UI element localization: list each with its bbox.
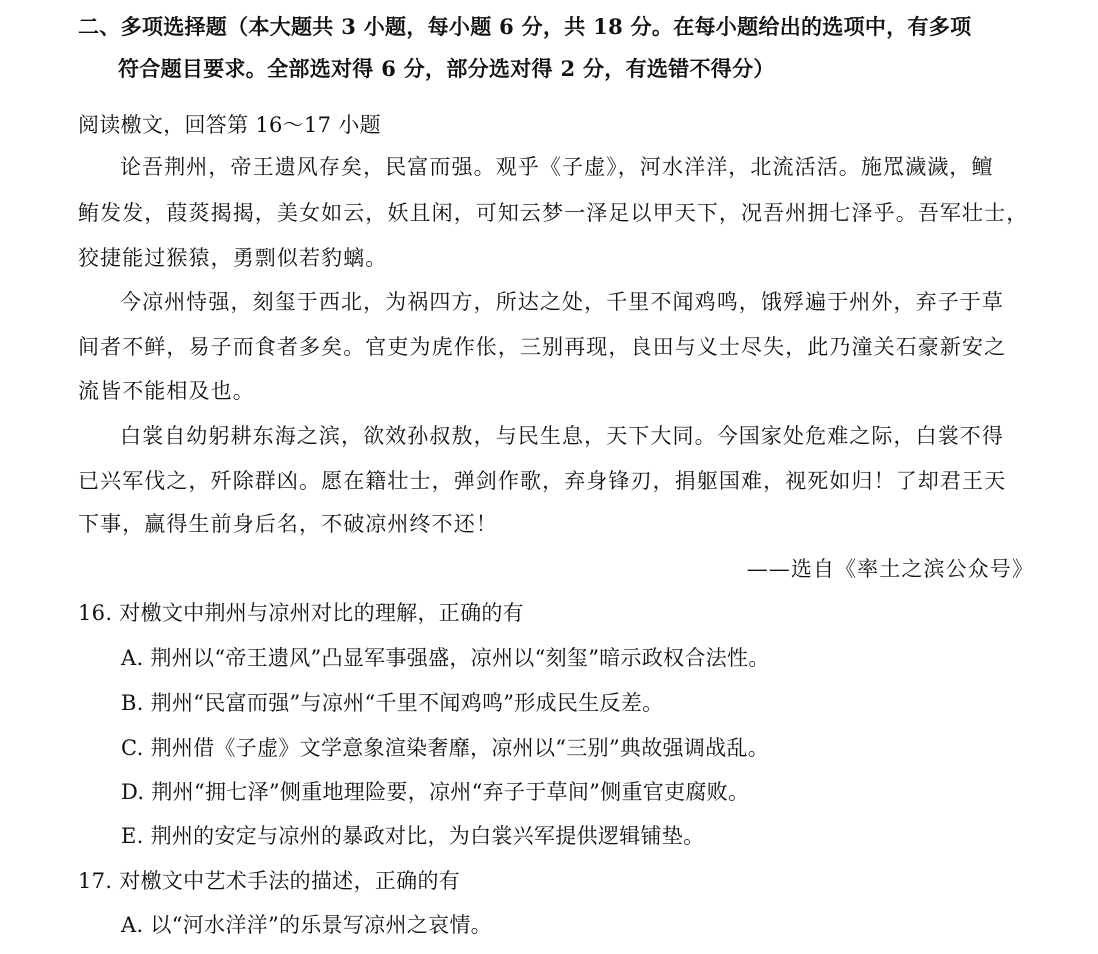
passage-p2-line-2: 间者不鲜，易子而食者多矣。官吏为虎作伥，三别再现，良田与义士尽失，此乃潼关石豪新安之 [78, 335, 1007, 359]
question-17-option-a: A. 以“河水洋洋”的乐景写凉州之哀情。 [121, 913, 492, 937]
passage-p3-line-3: 下事，赢得生前身后名，不破凉州终不还！ [78, 512, 498, 536]
question-16-option-c: C. 荆州借《子虚》文学意象渲染奢靡，凉州以“三别”典故强调战乱。 [121, 736, 770, 760]
passage-p1-line-2: 鲔发发，葭菼揭揭，美女如云，妖且闲，可知云梦一泽足以甲天下，况吾州拥七泽乎。吾军壮士， [78, 201, 1029, 225]
section-heading-line-1: 二、多项选择题（本大题共 3 小题，每小题 6 分，共 18 分。在每小题给出的选项中，有多项 [78, 14, 972, 39]
passage-p3-line-2: 已兴军伐之，歼除群凶。愿在籍壮士，弹剑作歌，弃身锋刃，捐躯国难，视死如归！了却君王天 [78, 469, 1007, 493]
question-16-option-e: E. 荆州的安定与凉州的暴政对比，为白裳兴军提供逻辑铺垫。 [121, 824, 705, 848]
question-17-stem: 17. 对檄文中艺术手法的描述，正确的有 [78, 869, 461, 893]
passage-p3-line-1: 白裳自幼躬耕东海之滨，欲效孙叔敖，与民生息，天下大同。今国家处危难之际，白裳不得 [120, 424, 1004, 448]
passage-p2-line-3: 流皆不能相及也。 [78, 379, 255, 403]
question-16-option-a: A. 荆州以“帝王遗风”凸显军事强盛，凉州以“刻玺”暗示政权合法性。 [121, 646, 770, 670]
passage-source: ——选自《率土之滨公众号》 [746, 557, 1034, 581]
passage-p1-line-3: 狡捷能过猴猿，勇剽似若豹螭。 [78, 246, 388, 270]
question-16-option-d: D. 荆州“拥七泽”侧重地理险要，凉州“弃子于草间”侧重官吏腐败。 [121, 780, 750, 804]
question-16-stem: 16. 对檄文中荆州与凉州对比的理解，正确的有 [78, 601, 524, 625]
passage-p1-line-1: 论吾荆州，帝王遗风存矣，民富而强。观乎《子虚》，河水洋洋，北流活活。施罛濊濊，鳣 [120, 155, 994, 179]
question-16-option-b: B. 荆州“民富而强”与凉州“千里不闻鸡鸣”形成民生反差。 [121, 691, 664, 715]
passage-p2-line-1: 今凉州恃强，刻玺于西北，为祸四方，所达之处，千里不闻鸡鸣，饿殍遍于州外，弃子于草 [120, 290, 1004, 314]
section-heading-line-2: 符合题目要求。全部选对得 6 分，部分选对得 2 分，有选错不得分） [118, 56, 775, 81]
passage-intro: 阅读檄文，回答第 16～17 小题 [78, 113, 381, 137]
